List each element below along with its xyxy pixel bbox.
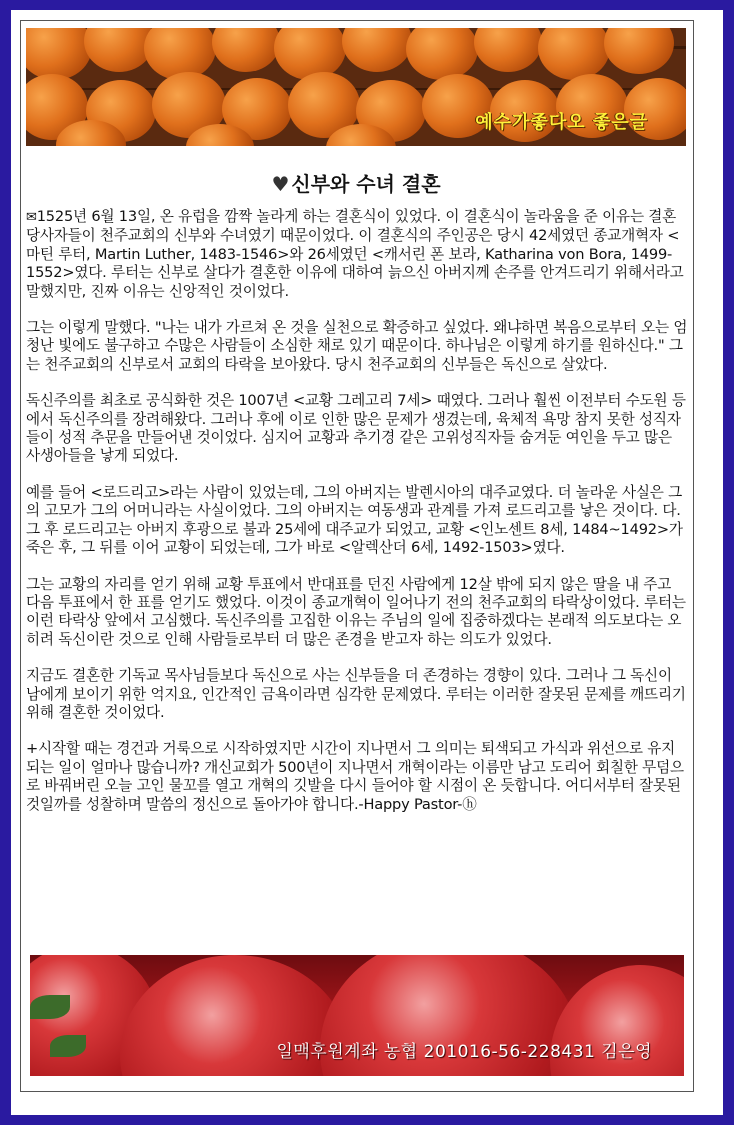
envelope-icon: ✉ <box>26 210 37 225</box>
paragraph: 독신주의를 최초로 공식화한 것은 1007년 <교황 그레고리 7세> 때였다. 그러나 훨씬 이전부터 수도원 등에서 독신주의를 장려해왔다. 그러나 후에 이로 인한 많은 문제가 생겼는데, 육체적 욕망 참지 못한 성직자들이 성적 추문을 만들어낸 것이었다. 심지어 교황과 추기경 같은 고위성직자들 숨겨둔 여인을 두고 많은 사생아들을 낳게 되었다. <box>26 392 686 465</box>
article-title-text: 신부와 수녀 결혼 <box>291 172 441 196</box>
article-body <box>26 208 688 832</box>
paragraph: 그는 이렇게 말했다. "나는 내가 가르쳐 온 것을 실천으로 확증하고 싶었다. 왜냐하면 복음으로부터 오는 엄청난 빛에도 불구하고 수많은 사람들이 소심한 채로 있기 때문이다. 하나님은 이렇게 하기를 원하신다." 그는 천주교회의 신부로서 교회의 타락을 보아왔다. 당시 천주교회의 신부들은 독신으로 살았다. <box>26 319 688 373</box>
heart-icon: ♥ <box>271 172 290 196</box>
paragraph: 예를 들어 <로드리고>라는 사람이 있었는데, 그의 아버지는 발렌시아의 대주교였다. 더 놀라운 사실은 그의 고모가 그의 어머니라는 사실이었다. 그의 아버지는 여동생과 관계를 가져 로드리고를 낳은 것이다. 다. 그 후 로드리고는 아버지 후광으로 불과 25세에 대주교가 되었고, 교황 <인노센트 8세, 1484~1492>가 죽은 후, 그 뒤를 이어 교황이 되었는데, 그가 바로 <알렉산더 6세, 1492-1503>였다. <box>26 483 683 557</box>
paragraph: 그는 교황의 자리를 얻기 위해 교황 투표에서 반대표를 던진 사람에게 12살 밖에 되지 않은 딸을 내 주고 다음 투표에서 한 표를 얻기도 했었다. 이것이 종교개혁이 일어나기 전의 천주교회의 타락상이었다. 루터는 이런 타락상 앞에서 고심했다. 독신주의를 고집한 이유는 주님의 일에 집중하겠다는 본래적 의도보다는 오히려 독신이란 것으로 인해 사람들로부터 더 많은 존경을 받고자 하는 의도가 있었다. <box>26 575 686 648</box>
banner-top-caption: 예수가좋다오 좋은글 <box>475 112 648 133</box>
persimmon-banner <box>26 28 686 146</box>
donation-account-caption: 일맥후원계좌 농협 201016-56-228431 김은영 <box>276 1042 652 1062</box>
paragraph: +시작할 때는 경건과 거룩으로 시작하였지만 시간이 지나면서 그 의미는 퇴색되고 가식과 위선으로 유지되는 일이 얼마나 많습니까? 개신교회가 500년이 지나면서 개혁이라는 이름만 남고 도리어 회칠한 무덤으로 바꿔버린 오늘 고인 물꼬를 열고 개혁의 깃발을 다시 들어야 할 시점이 온 듯합니다. 어디서부터 잘못된 것일까를 성찰하며 말씀의 정신으로 돌아가야 합니다.-Happy Pastor-ⓗ <box>26 740 684 813</box>
article-title <box>26 168 686 197</box>
paragraph: 지금도 결혼한 기독교 목사님들보다 독신으로 사는 신부들을 더 존경하는 경향이 있다. 그러나 그 독신이 남에게 보이기 위한 억지요, 인간적인 금욕이라면 심각한 문제였다. 루터는 이러한 잘못된 문제를 깨뜨리기 위해 결혼한 것이었다. <box>26 667 686 721</box>
paragraph: ✉1525년 6월 13일, 온 유럽을 깜짝 놀라게 하는 결혼식이 있었다. 이 결혼식이 놀라움을 준 이유는 결혼 당사자들이 천주교회의 신부와 수녀였기 때문이었다. 이 결혼식의 주인공은 당시 42세였던 종교개혁자 <마틴 루터, Martin Luther, 1483-1546>와 26세였던 <캐서린 폰 보라, Katharina von Bora, 1499-1552>였다. 루터는 신부로 살다가 결혼한 이유에 대하여 늙으신 아버지께 손주를 안겨드리기 위해서라고 말했지만, 진짜 이유는 신앙적인 것이었다. <box>26 208 684 300</box>
apple-banner <box>30 955 684 1076</box>
